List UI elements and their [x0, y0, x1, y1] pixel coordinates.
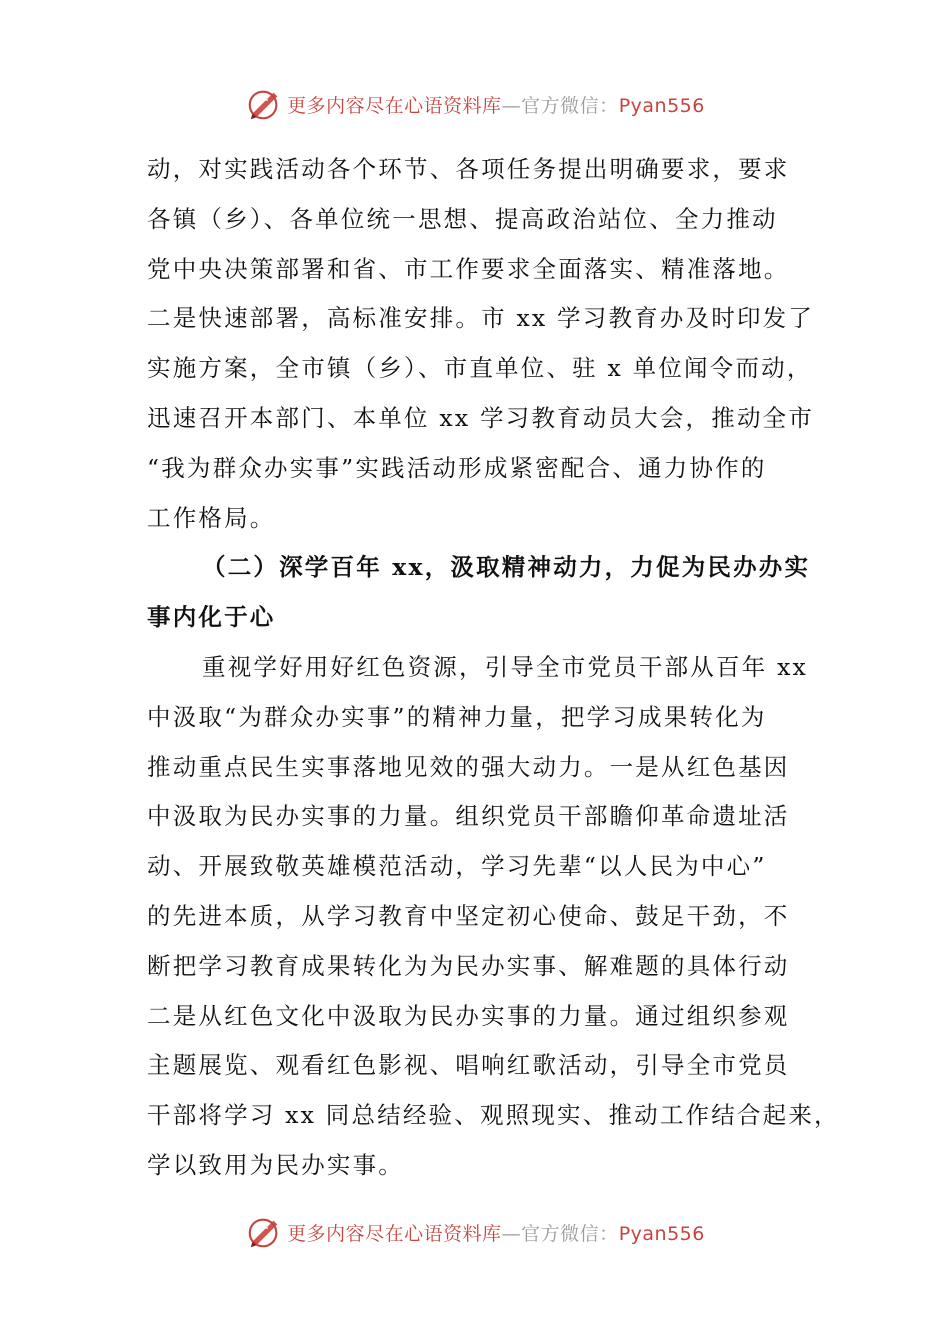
banner-dash: — [501, 94, 522, 117]
banner-wechat-label: 官方微信： [521, 1222, 619, 1245]
footer-banner [0, 1212, 950, 1252]
banner-main-text: 更多内容尽在心语资料库 [287, 94, 502, 117]
body-line: 工作格局。 [147, 503, 276, 532]
body-line: 主题展览、观看红色影视、唱响红歌活动，引导全市党员 [147, 1051, 790, 1080]
body-line: 各镇（乡）、各单位统一思想、提高政治站位、全力推动 [147, 204, 778, 233]
body-line: 断把学习教育成果转化为为民办实事、解难题的具体行动 [147, 951, 790, 980]
body-line: 中汲取为民办实事的力量。组织党员干部瞻仰革命遗址活 [147, 802, 790, 831]
body-line: 二是快速部署，高标准安排。市 xx 学习教育办及时印发了 [147, 304, 815, 333]
body-line: 迅速召开本部门、本单位 xx 学习教育动员大会，推动全市 [147, 403, 815, 432]
pen-logo-icon [245, 85, 283, 123]
body-line: 实施方案，全市镇（乡）、市直单位、驻 x 单位闻令而动， [147, 354, 813, 383]
banner-wechat-label: 官方微信： [521, 94, 619, 117]
pen-logo-icon [245, 1213, 283, 1251]
banner-dash: — [501, 1222, 522, 1245]
banner-wechat-id: Pyan556 [618, 1222, 705, 1245]
body-line: 二是从红色文化中汲取为民办实事的力量。通过组织参观 [147, 1001, 790, 1030]
body-line: 党中央决策部署和省、市工作要求全面落实、精准落地。 [147, 254, 790, 283]
banner-text [287, 1219, 705, 1246]
body-line: 推动重点民生实事落地见效的强大动力。一是从红色基因 [147, 752, 790, 781]
body-line: “我为群众办实事”实践活动形成紧密配合、通力协作的 [147, 453, 767, 482]
header-banner [0, 84, 950, 124]
document-body [147, 145, 840, 1191]
body-line: 动，对实践活动各个环节、各项任务提出明确要求，要求 [147, 155, 790, 183]
banner-main-text: 更多内容尽在心语资料库 [287, 1222, 502, 1245]
body-line: 动、开展致敬英雄模范活动，学习先辈“以人民为中心” [147, 852, 767, 881]
body-line: 学以致用为民办实事。 [147, 1150, 404, 1179]
banner-wechat-id: Pyan556 [618, 94, 705, 117]
section-heading: （二）深学百年 xx，汲取精神动力，力促为民办办实 [202, 553, 811, 582]
body-line: 的先进本质，从学习教育中坚定初心使命、鼓足干劲，不 [147, 901, 790, 930]
banner-text [287, 91, 705, 118]
body-line: 中汲取“为群众办实事”的精神力量，把学习成果转化为 [147, 702, 767, 731]
section-heading-cont: 事内化于心 [147, 603, 276, 632]
body-line: 干部将学习 xx 同总结经验、观照现实、推动工作结合起来， [147, 1101, 840, 1130]
body-line: 重视学好用好红色资源，引导全市党员干部从百年 xx [202, 652, 808, 681]
